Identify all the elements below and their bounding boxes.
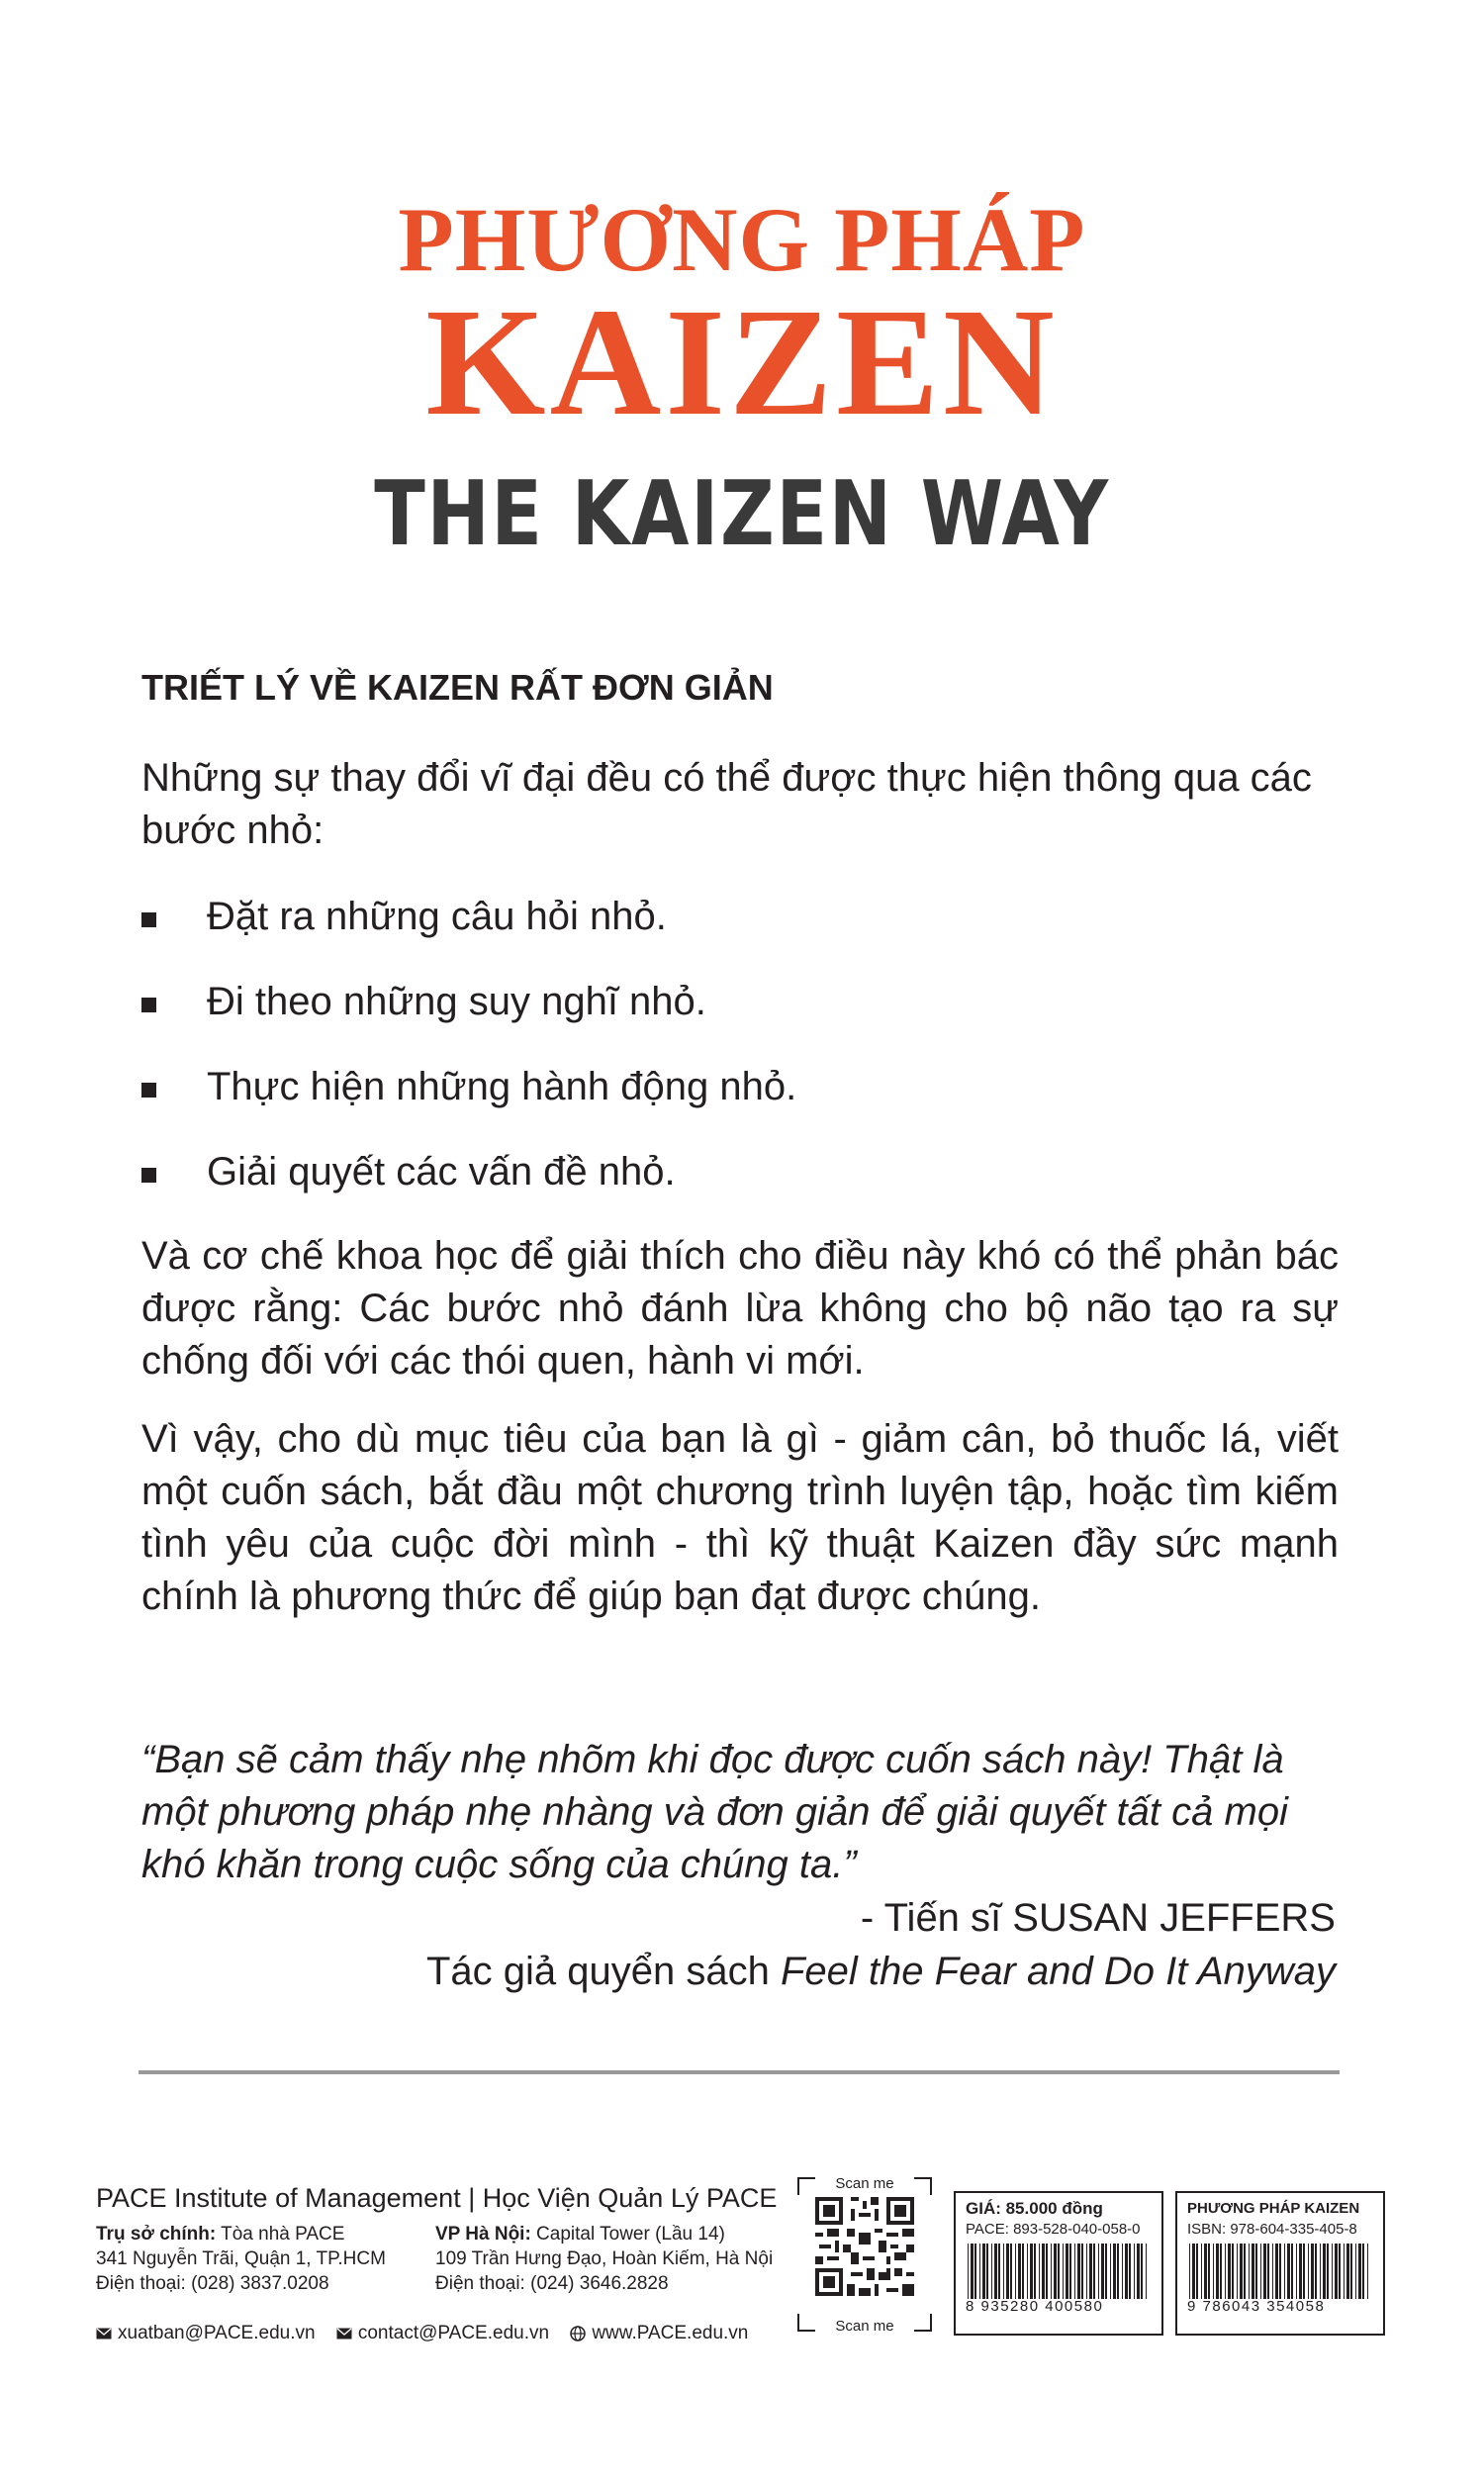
price-label: GIÁ: 85.000 đồng	[966, 2199, 1103, 2218]
bullet-text: Thực hiện những hành động nhỏ.	[207, 1065, 797, 1108]
hq-label: Trụ sở chính:	[96, 2224, 217, 2245]
bullet-item	[141, 891, 1339, 976]
barcode-stripe	[1066, 2244, 1068, 2299]
barcode-stripe	[1125, 2244, 1128, 2299]
barcode-stripe	[1358, 2244, 1361, 2299]
divider	[139, 2070, 1340, 2074]
price-code: PACE: 893-528-040-058-0	[966, 2221, 1141, 2238]
barcode-stripe	[1275, 2244, 1278, 2299]
qr-label-bottom: Scan me	[835, 2318, 894, 2335]
barcode-stripe	[986, 2244, 988, 2299]
bullet-text: Đặt ra những câu hỏi nhỏ.	[207, 895, 667, 938]
barcode-stripe	[1255, 2244, 1257, 2299]
section-heading: TRIẾT LÝ VỀ KAIZEN RẤT ĐƠN GIẢN	[141, 667, 774, 708]
barcode-stripe	[1146, 2244, 1147, 2299]
barcode-stripe	[1010, 2244, 1012, 2299]
isbn-barcode-number: 9 786043 354058	[1187, 2298, 1326, 2315]
title-line-1: PHƯƠNG PHÁP	[398, 189, 1086, 290]
barcode-stripe	[1367, 2244, 1368, 2299]
goal-paragraph: Vì vậy, cho dù mục tiêu của bạn là gì - giảm cân, bỏ thuốc lá, viết một cuốn sách, bắt đầu một chương trình luyện tập, hoặc tìm kiếm tình yêu của cuộc đời mình - thì kỹ thuật Kaizen đầy sức mạnh chính là phương thức để giúp bạn đạt được chúng.	[141, 1417, 1339, 1618]
price-barcode-number: 8 935280 400580	[966, 2298, 1104, 2315]
barcode-stripe	[1122, 2244, 1123, 2299]
hq-name: Tòa nhà PACE	[216, 2224, 345, 2245]
barcode-stripe	[1134, 2244, 1135, 2299]
barcode-stripe	[968, 2244, 969, 2299]
barcode-stripe	[1046, 2244, 1048, 2299]
barcode-stripe	[1074, 2244, 1075, 2299]
title-line-2: KAIZEN	[425, 276, 1059, 447]
barcode-stripe	[1054, 2244, 1057, 2299]
barcode-stripe	[1311, 2244, 1314, 2299]
barcode-stripe	[982, 2244, 985, 2299]
website-text: www.PACE.edu.vn	[592, 2323, 749, 2343]
barcode-stripe	[1287, 2244, 1290, 2299]
barcode-stripe	[1015, 2244, 1016, 2299]
qr-label-top: Scan me	[835, 2175, 894, 2192]
bullet-item	[141, 1146, 1339, 1231]
barcode-stripe	[1327, 2244, 1329, 2299]
barcode-stripe	[974, 2244, 976, 2299]
barcode-stripe	[1110, 2244, 1111, 2299]
mail-icon	[336, 2328, 352, 2340]
barcode-stripe	[1093, 2244, 1095, 2299]
barcode-stripe	[1204, 2244, 1207, 2299]
barcode-stripe	[1350, 2244, 1352, 2299]
barcode-stripe	[1137, 2244, 1140, 2299]
barcode-stripe	[1042, 2244, 1045, 2299]
barcode-stripe	[1335, 2244, 1338, 2299]
barcode-stripe	[1113, 2244, 1116, 2299]
hq-address: 341 Nguyễn Trãi, Quận 1, TP.HCM	[96, 2248, 386, 2269]
barcode-stripe	[1213, 2244, 1214, 2299]
hq-address-block	[96, 2222, 386, 2296]
barcode-stripe	[1308, 2244, 1309, 2299]
barcode-stripe	[1129, 2244, 1131, 2299]
hanoi-label: VP Hà Nội:	[435, 2224, 531, 2245]
barcode-stripe	[1344, 2244, 1345, 2299]
barcode-stripe	[1006, 2244, 1009, 2299]
barcode-stripe	[1225, 2244, 1226, 2299]
barcode-stripe	[1355, 2244, 1356, 2299]
barcode-stripe	[998, 2244, 1000, 2299]
isbn-barcode-box	[1175, 2191, 1385, 2336]
contact-email-1[interactable]	[96, 2323, 321, 2343]
intro-paragraph: Những sự thay đổi vĩ đại đều có thể được thực hiện thông qua các bước nhỏ:	[141, 756, 1312, 852]
barcode-stripe	[1263, 2244, 1266, 2299]
barcode-stripe	[1362, 2244, 1364, 2299]
bullet-text: Giải quyết các vấn đề nhỏ.	[207, 1150, 676, 1194]
barcode-stripe	[1216, 2244, 1219, 2299]
barcode-stripe	[1077, 2244, 1080, 2299]
square-bullet-icon	[141, 912, 156, 927]
barcode-stripe	[1284, 2244, 1285, 2299]
barcode-stripe	[1291, 2244, 1293, 2299]
barcode-stripe	[1063, 2244, 1064, 2299]
hanoi-address-block	[435, 2222, 773, 2296]
contact-website[interactable]	[570, 2323, 748, 2343]
barcode-stripe	[1058, 2244, 1060, 2299]
barcode-stripe	[1105, 2244, 1107, 2299]
barcode-stripe	[1320, 2244, 1321, 2299]
barcode-stripe	[1192, 2244, 1195, 2299]
globe-icon	[570, 2326, 586, 2341]
barcode-stripe	[1249, 2244, 1250, 2299]
barcode-stripe	[1299, 2244, 1302, 2299]
bullet-list	[141, 891, 1339, 1231]
barcode-stripe	[1189, 2244, 1190, 2299]
barcode-stripe	[1240, 2244, 1243, 2299]
barcode-stripe	[1260, 2244, 1261, 2299]
isbn-text: ISBN: 978-604-335-405-8	[1187, 2221, 1357, 2238]
barcode-stripe	[1117, 2244, 1119, 2299]
quote-author: - Tiến sĩ SUSAN JEFFERS	[860, 1896, 1336, 1940]
qr-code-block[interactable]	[797, 2175, 932, 2335]
hanoi-name: Capital Tower (Lầu 14)	[530, 2224, 725, 2245]
barcode-icon	[1187, 2244, 1373, 2299]
barcode-stripe	[1267, 2244, 1269, 2299]
email-1-text: xuatban@PACE.edu.vn	[118, 2323, 316, 2343]
bullet-item	[141, 976, 1339, 1061]
barcode-stripe	[1279, 2244, 1281, 2299]
barcode-stripe	[1034, 2244, 1036, 2299]
barcode-stripe	[1244, 2244, 1246, 2299]
barcode-stripe	[1003, 2244, 1004, 2299]
barcode-stripe	[1086, 2244, 1087, 2299]
barcode-stripe	[1069, 2244, 1071, 2299]
barcode-stripe	[1018, 2244, 1021, 2299]
barcode-stripe	[1208, 2244, 1210, 2299]
barcode-stripe	[1101, 2244, 1104, 2299]
barcode-stripe	[1315, 2244, 1317, 2299]
email-2-text: contact@PACE.edu.vn	[357, 2323, 550, 2343]
quote-author-role	[426, 1946, 1336, 1998]
barcode-stripe	[1081, 2244, 1083, 2299]
mail-icon	[96, 2328, 112, 2340]
book-title-small: PHƯƠNG PHÁP KAIZEN	[1187, 2200, 1360, 2217]
contact-email-2[interactable]	[336, 2323, 554, 2343]
barcode-stripe	[1272, 2244, 1273, 2299]
testimonial-quote: “Bạn sẽ cảm thấy nhẹ nhõm khi đọc được cuốn sách này! Thật là một phương pháp nhẹ nhàng và đơn giản để giải quyết tất cả mọi khó khăn trong cuộc sống của chúng ta.”	[141, 1738, 1288, 1886]
barcode-stripe	[994, 2244, 997, 2299]
barcode-stripe	[1220, 2244, 1222, 2299]
barcode-stripe	[1296, 2244, 1297, 2299]
barcode-stripe	[1201, 2244, 1202, 2299]
barcode-stripe	[1232, 2244, 1234, 2299]
barcode-stripe	[1039, 2244, 1040, 2299]
bullet-text: Đi theo những suy nghĩ nhỏ.	[207, 980, 706, 1023]
barcode-stripe	[1332, 2244, 1333, 2299]
contact-line	[96, 2321, 764, 2345]
barcode-stripe	[1339, 2244, 1341, 2299]
price-barcode-box	[954, 2191, 1163, 2336]
subtitle: THE KAIZEN WAY	[374, 462, 1110, 566]
square-bullet-icon	[141, 998, 156, 1012]
square-bullet-icon	[141, 1083, 156, 1098]
author-book-title: Feel the Fear and Do It Anyway	[780, 1950, 1336, 1993]
barcode-stripe	[1196, 2244, 1198, 2299]
barcode-stripe	[1030, 2244, 1033, 2299]
barcode-stripe	[1346, 2244, 1349, 2299]
barcode-stripe	[1252, 2244, 1254, 2299]
barcode-stripe	[1098, 2244, 1099, 2299]
hanoi-phone: Điện thoại: (024) 3646.2828	[435, 2273, 669, 2294]
qr-code-icon	[815, 2197, 914, 2296]
barcode-stripe	[1027, 2244, 1028, 2299]
barcode-icon	[966, 2244, 1152, 2299]
barcode-stripe	[1237, 2244, 1238, 2299]
barcode-stripe	[991, 2244, 992, 2299]
barcode-stripe	[1022, 2244, 1024, 2299]
author-role-text: Tác giả quyển sách	[425, 1950, 781, 1993]
square-bullet-icon	[141, 1168, 156, 1183]
barcode-stripe	[1228, 2244, 1231, 2299]
barcode-stripe	[1141, 2244, 1143, 2299]
publisher-name: PACE Institute of Management | Học Viện Quản Lý PACE	[96, 2183, 778, 2213]
bullet-item	[141, 1061, 1339, 1146]
barcode-stripe	[1051, 2244, 1052, 2299]
hq-phone: Điện thoại: (028) 3837.0208	[96, 2273, 329, 2294]
barcode-stripe	[979, 2244, 980, 2299]
barcode-stripe	[1323, 2244, 1326, 2299]
barcode-stripe	[1303, 2244, 1305, 2299]
science-paragraph: Và cơ chế khoa học để giải thích cho điều này khó có thể phản bác được rằng: Các bước nhỏ đánh lừa không cho bộ não tạo ra sự chống đối với các thói quen, hành vi mới.	[141, 1234, 1339, 1383]
hanoi-address: 109 Trần Hưng Đạo, Hoàn Kiếm, Hà Nội	[435, 2248, 774, 2269]
barcode-stripe	[1089, 2244, 1092, 2299]
barcode-stripe	[971, 2244, 974, 2299]
